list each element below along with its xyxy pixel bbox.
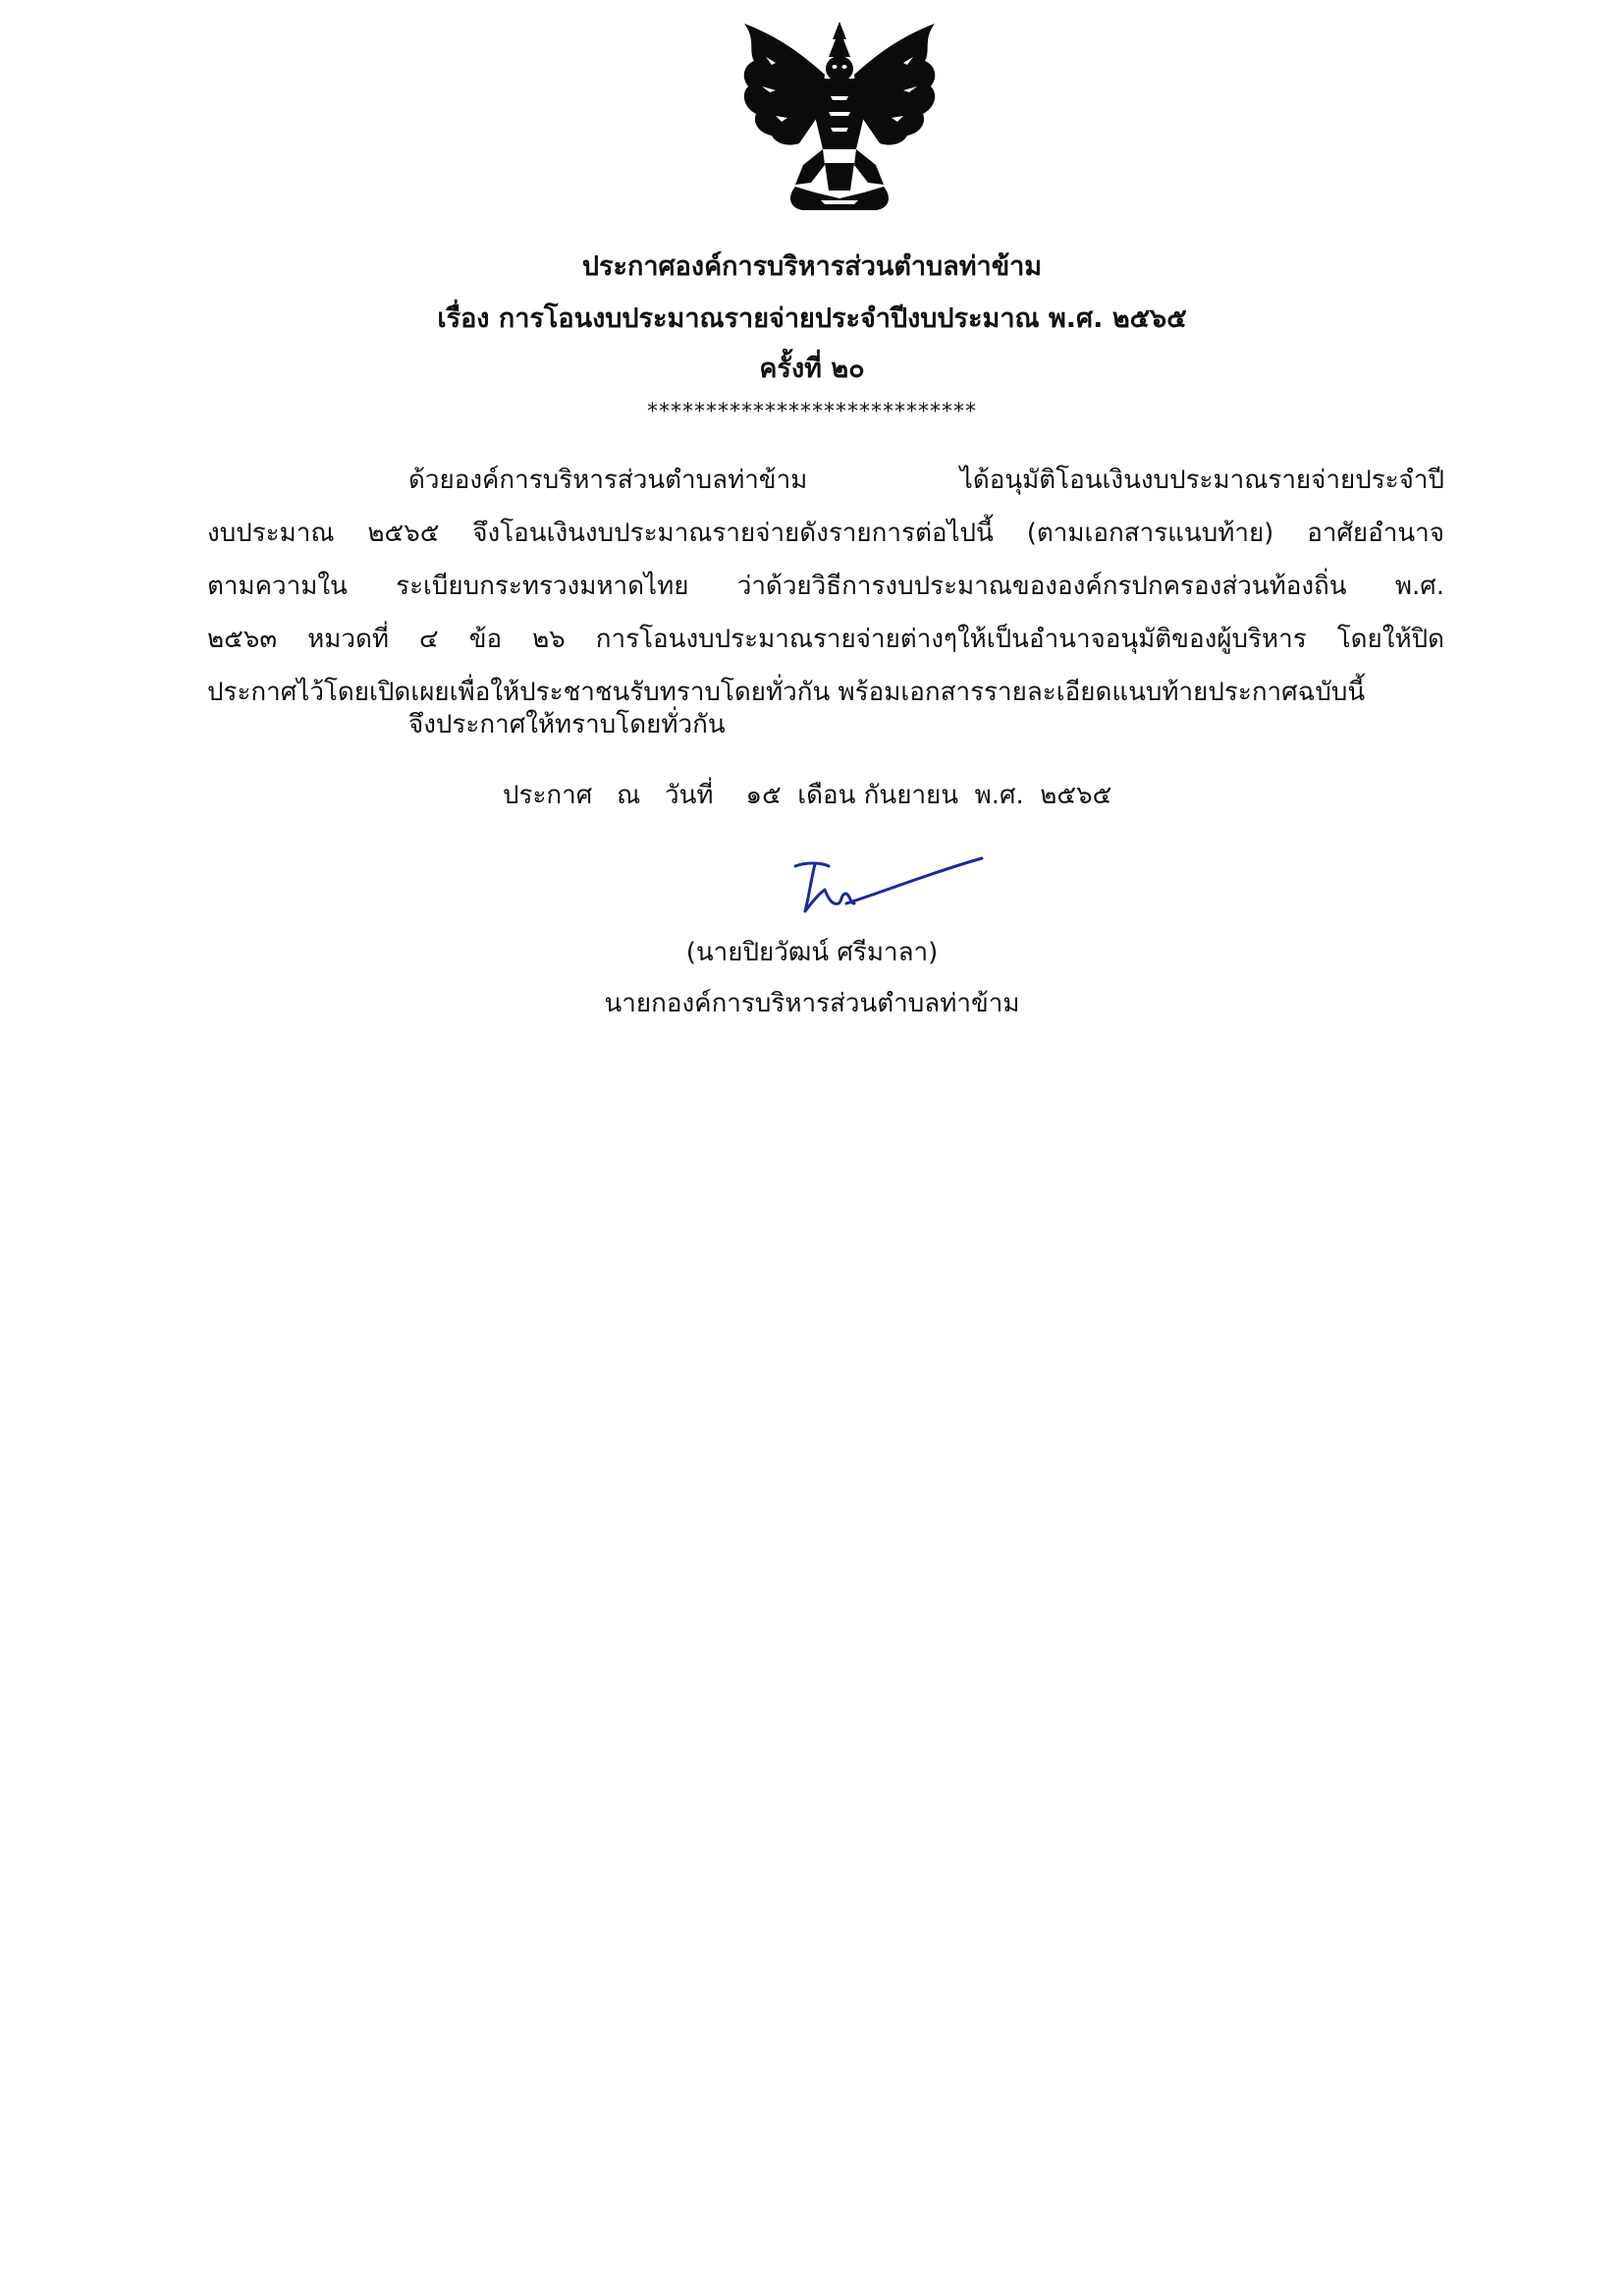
announcement-date: ประกาศ ณ วันที่ ๑๕ เดือน กันยายน พ.ศ. ๒๕๖๕ bbox=[503, 781, 1112, 810]
announcement-title: ประกาศองค์การบริหารส่วนตำบลท่าข้าม bbox=[581, 251, 1043, 282]
body-paragraph-1 bbox=[207, 454, 1444, 719]
body-line: ด้วยองค์การบริหารส่วนตำบลท่าข้าม ได้อนุมัติโอนเงินงบประมาณรายจ่ายประจำปี bbox=[408, 465, 1444, 495]
body-line: ๒๕๖๓ หมวดที่ ๔ ข้อ ๒๖ การโอนงบประมาณรายจ่ายต่างๆให้เป็นอำนาจอนุมัติของผู้บริหาร โดยให้ปิด bbox=[207, 625, 1444, 654]
body-paragraph-2: จึงประกาศให้ทราบโดยทั่วกัน bbox=[408, 710, 726, 739]
garuda-emblem-icon bbox=[727, 18, 952, 214]
body-line: งบประมาณ ๒๕๖๕ จึงโอนเงินงบประมาณรายจ่ายดังรายการต่อไปนี้ (ตามเอกสารแนบท้าย) อาศัยอำนาจ bbox=[207, 519, 1444, 548]
signer-name: (นายปิยวัฒน์ ศรีมาลา) bbox=[685, 938, 939, 967]
body-line: ตามความใน ระเบียบกระทรวงมหาดไทย ว่าด้วยวิธีการงบประมาณขององค์กรปกครองส่วนท้องถิ่น พ.ศ. bbox=[207, 572, 1444, 601]
announcement-round: ครั้งที่ ๒๐ bbox=[759, 354, 865, 384]
body-line: ประกาศไว้โดยเปิดเผยเพื่อให้ประชาชนรับทราบโดยทั่วกัน พร้อมเอกสารรายละเอียดแนบท้ายประกาศฉบับนี้ bbox=[207, 678, 1366, 707]
announcement-subject: เรื่อง การโอนงบประมาณรายจ่ายประจำปีงบประมาณ พ.ศ. ๒๕๖๕ bbox=[437, 303, 1187, 334]
star-divider: **************************** bbox=[647, 400, 977, 424]
handwritten-signature-icon bbox=[785, 852, 992, 921]
signer-position: นายกองค์การบริหารส่วนตำบลท่าข้าม bbox=[604, 989, 1020, 1018]
